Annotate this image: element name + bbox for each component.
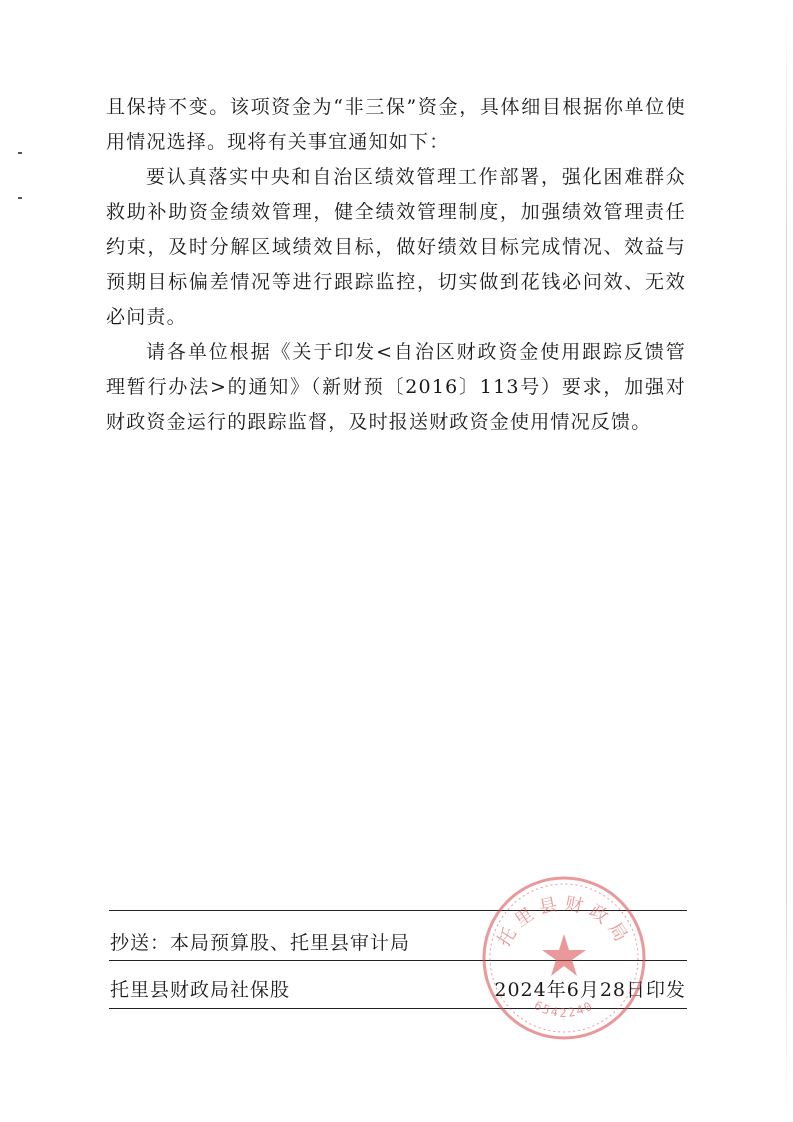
page-edge-shadow xyxy=(786,0,787,1122)
margin-mark xyxy=(18,152,22,154)
paragraph-tracking-feedback: 请各单位根据《关于印发<自治区财政资金使用跟踪反馈管理暂行办法>的通知》（新财预〔2016〕113号）要求，加强对财政资金运行的跟踪监督，及时报送财政资金使用情况反馈。 xyxy=(106,341,686,433)
seal-text: 托里县财政局 xyxy=(493,893,635,951)
paragraph-performance-management: 要认真落实中央和自治区绩效管理工作部署，强化困难群众救助补助资金绩效管理，健全绩效管理制度，加强绩效管理责任约束，及时分解区域绩效目标，做好绩效目标完成情况、效益与预期目标偏差情况等进行跟踪监控，切实做到花钱必问效、无效必问责。 xyxy=(106,166,686,328)
star-icon xyxy=(542,934,586,976)
issue-date: 2024年6月28日印发 xyxy=(494,979,686,1001)
issuer-name: 托里县财政局社保股 xyxy=(110,979,291,1001)
seal-code: 6542240 xyxy=(531,998,597,1020)
official-seal xyxy=(478,872,650,1044)
svg-text:6542240 xyxy=(532,998,596,1020)
paragraph-continuation: 且保持不变。该项资金为“非三保”资金，具体细目根据你单位使用情况选择。现将有关事宜通知如下： xyxy=(106,96,686,153)
cc-line: 抄送：本局预算股、托里县审计局 xyxy=(110,932,411,954)
document-body xyxy=(106,90,686,440)
margin-mark xyxy=(18,197,22,199)
